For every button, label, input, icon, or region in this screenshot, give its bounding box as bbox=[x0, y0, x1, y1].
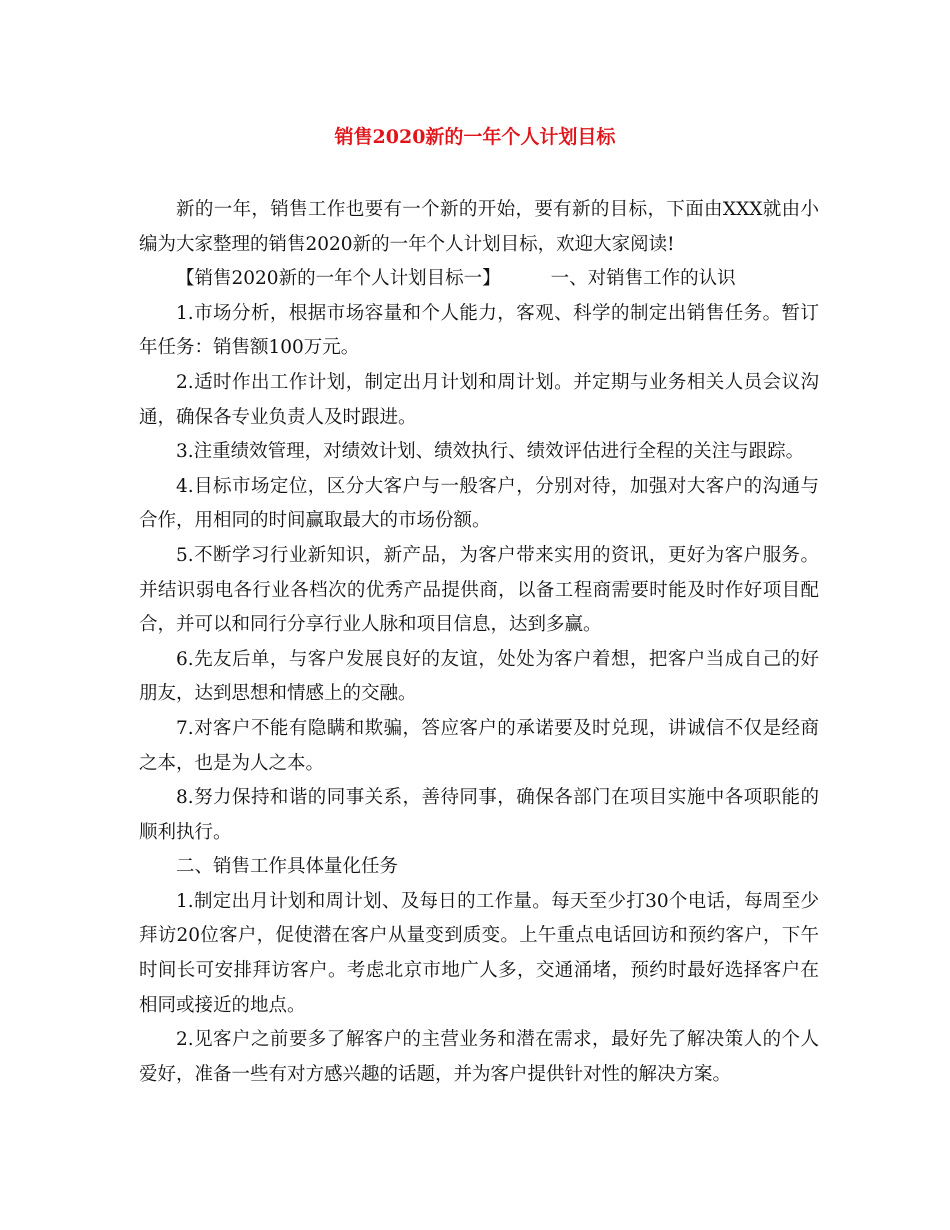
section1-heading-line bbox=[139, 262, 819, 297]
section1-item: 5.不断学习行业新知识，新产品，为客户带来实用的资讯，更好为客户服务。并结识弱电各行业各档次的优秀产品提供商，以备工程商需要时能及时作好项目配合，并可以和同行分享行业人脉和项目信息，达到多赢。 bbox=[139, 544, 819, 636]
document-body bbox=[139, 193, 819, 1092]
section1-item: 4.目标市场定位，区分大客户与一般客户，分别对待，加强对大客户的沟通与合作，用相同的时间赢取最大的市场份额。 bbox=[139, 475, 819, 532]
section2-item: 2.见客户之前要多了解客户的主营业务和潜在需求，最好先了解决策人的个人爱好，准备一些有对方感兴趣的话题，并为客户提供针对性的解决方案。 bbox=[139, 1029, 819, 1085]
section1-item: 1.市场分析，根据市场容量和个人能力，客观、科学的制定出销售任务。暂订年任务：销售额100万元。 bbox=[139, 302, 819, 359]
section1-heading: 一、对销售工作的认识 bbox=[550, 268, 736, 290]
document-title: 销售2020新的一年个人计划目标 bbox=[334, 126, 616, 148]
section1-item: 3.注重绩效管理，对绩效计划、绩效执行、绩效评估进行全程的关注与跟踪。 bbox=[176, 441, 805, 463]
section1-item: 8.努力保持和谐的同事关系，善待同事，确保各部门在项目实施中各项职能的顺利执行。 bbox=[139, 787, 819, 843]
section1-item: 6.先友后单，与客户发展良好的友谊，处处为客户着想，把客户当成自己的好朋友，达到思想和情感上的交融。 bbox=[139, 648, 819, 705]
section1-item: 2.适时作出工作计划，制定出月计划和周计划。并定期与业务相关人员会议沟通，确保各专业负责人及时跟进。 bbox=[139, 371, 819, 428]
section2-item: 1.制定出月计划和周计划、及每日的工作量。每天至少打30个电话，每周至少拜访20位客户，促使潜在客户从量变到质变。上午重点电话回访和预约客户，下午时间长可安排拜访客户。考虑北京市地广人多，交通涌堵，预约时最好选择客户在相同或接近的地点。 bbox=[139, 890, 819, 1016]
section1-item: 7.对客户不能有隐瞒和欺骗，答应客户的承诺要及时兑现，讲诚信不仅是经商之本，也是为人之本。 bbox=[139, 717, 819, 774]
section1-bracket-title: 【销售2020新的一年个人计划目标一】 bbox=[176, 268, 501, 290]
intro-paragraph: 新的一年，销售工作也要有一个新的开始，要有新的目标，下面由XXX就由小编为大家整理的销售2020新的一年个人计划目标，欢迎大家阅读! bbox=[139, 199, 819, 255]
section2-heading: 二、销售工作具体量化任务 bbox=[176, 856, 399, 878]
